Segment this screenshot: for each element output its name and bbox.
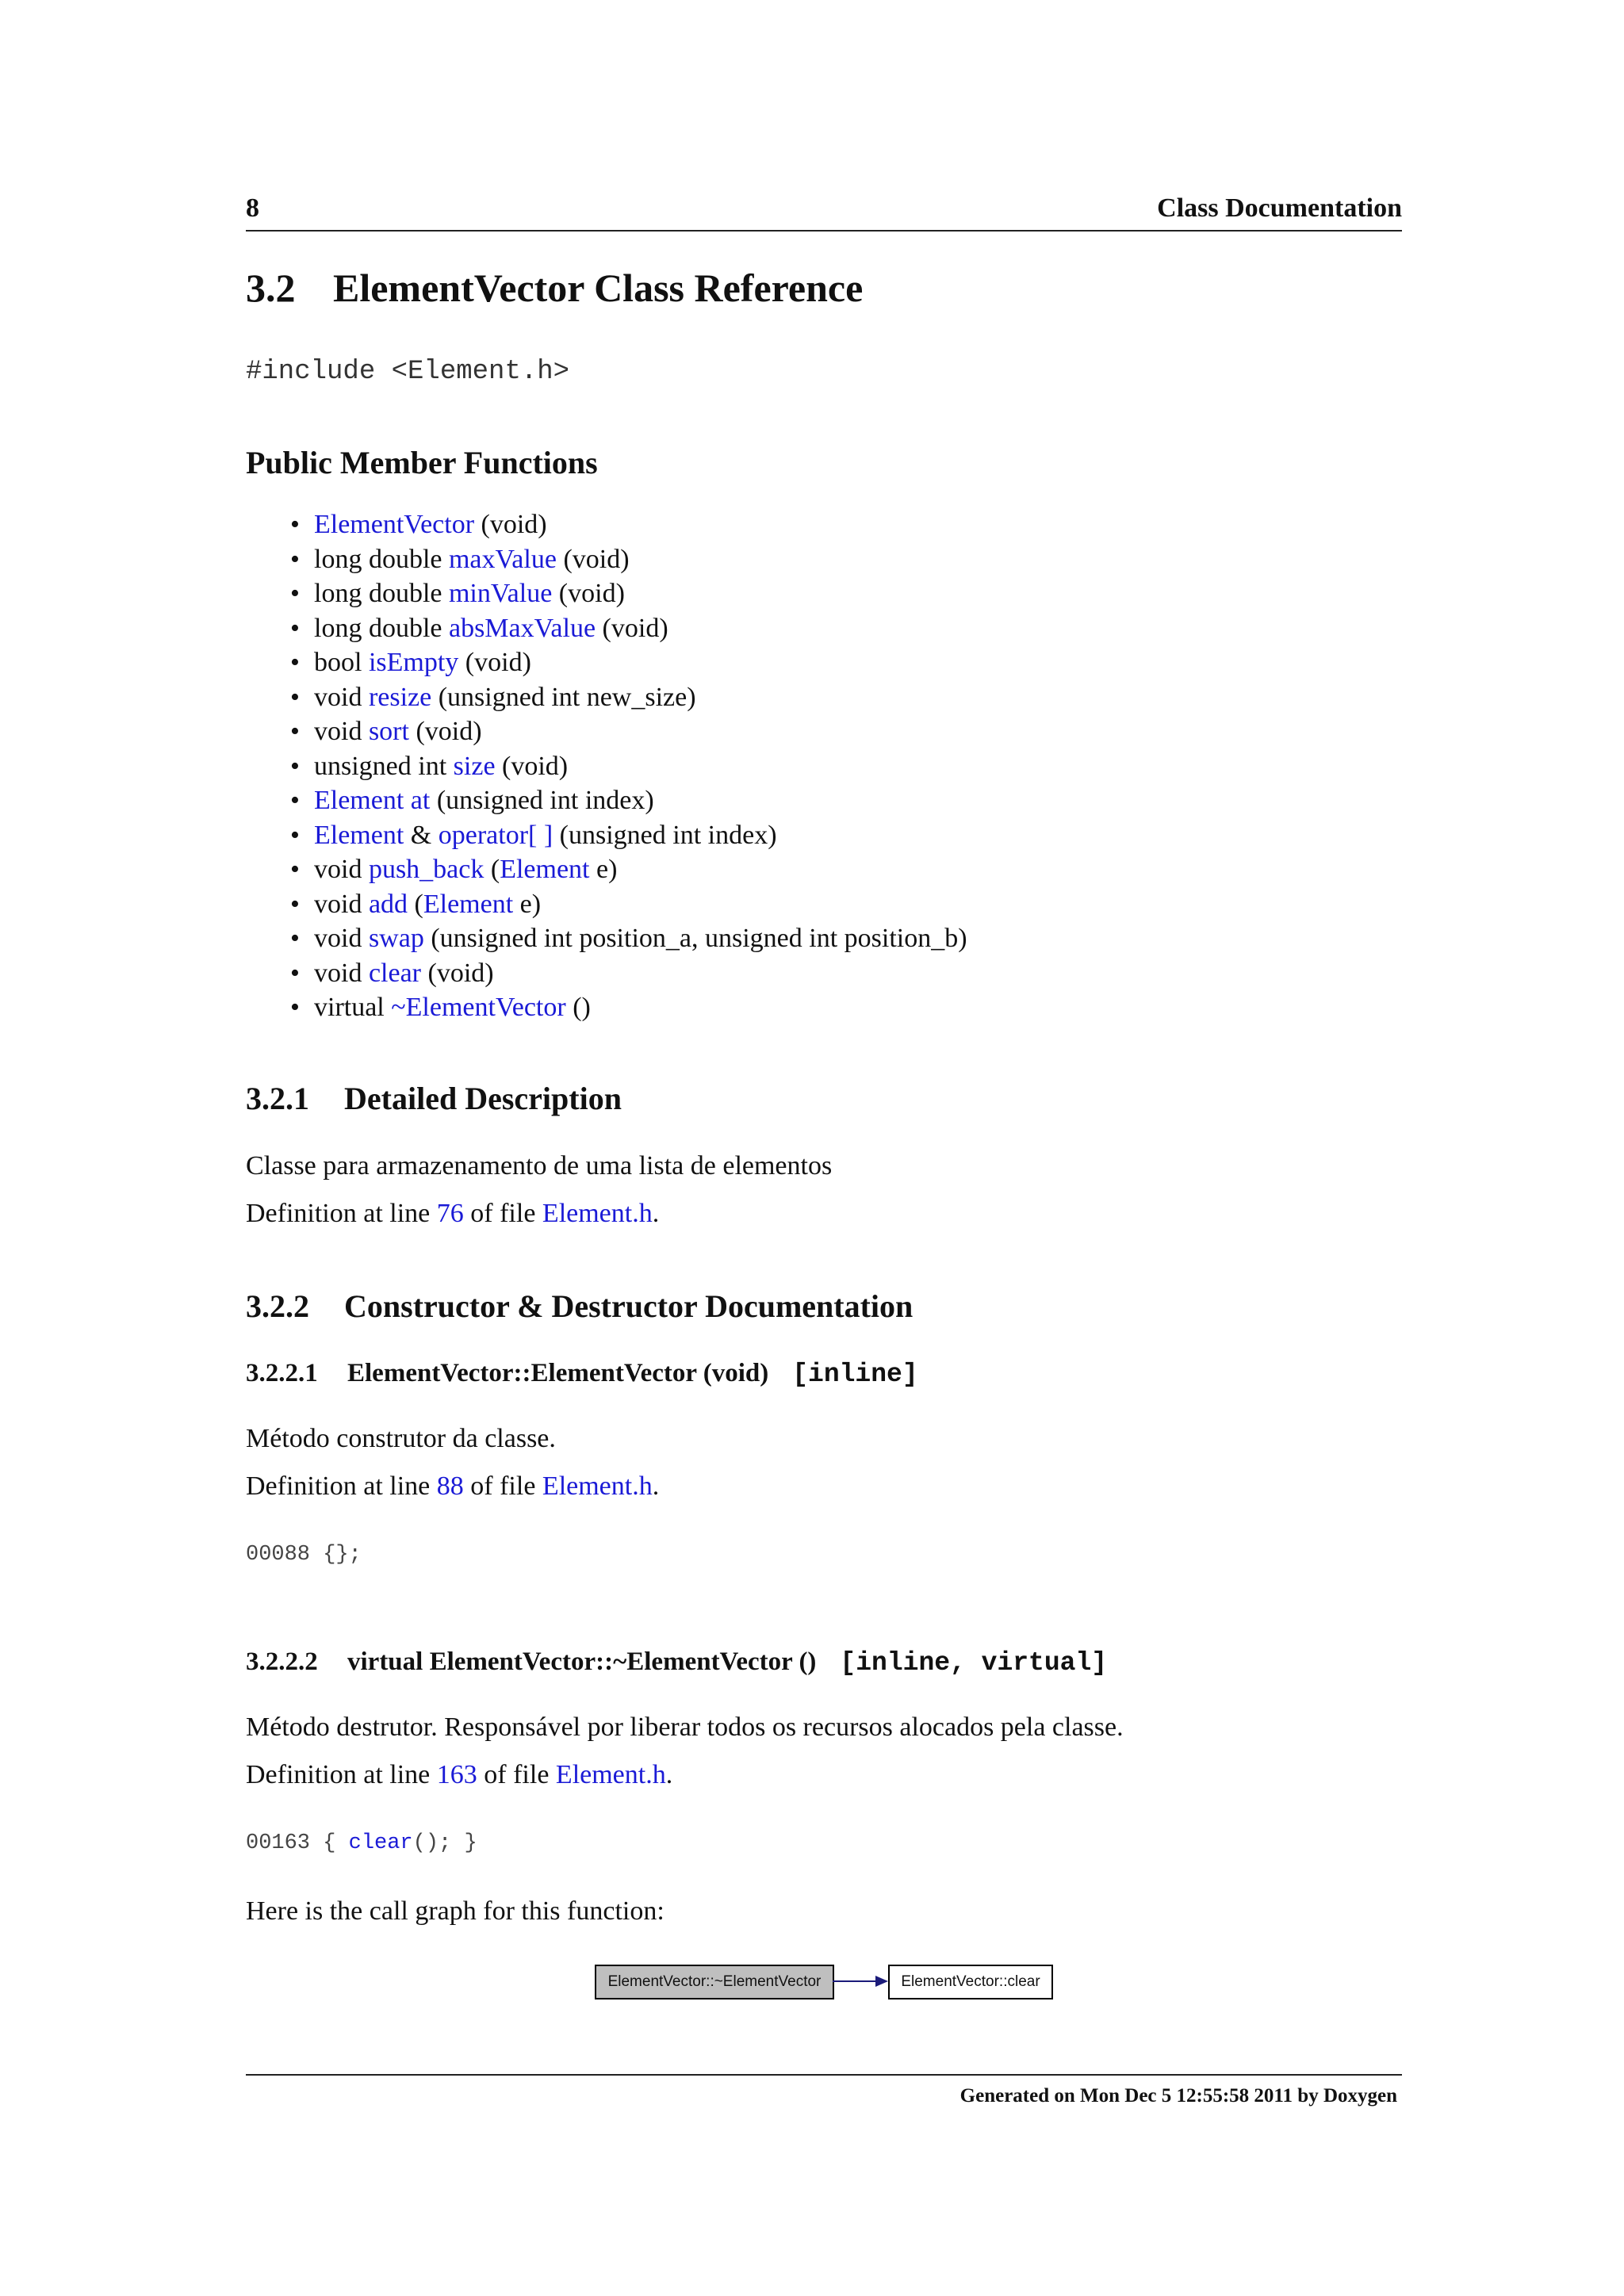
definition-line: Definition at line 88 of file Element.h. bbox=[246, 1471, 660, 1501]
member-item: • void add (Element e) bbox=[246, 887, 967, 922]
member-item: • void swap (unsigned int position_a, unsigned int position_b) bbox=[246, 921, 967, 956]
member-item: • void resize (unsigned int new_size) bbox=[246, 680, 967, 715]
code-snippet: 00088 {}; bbox=[246, 1543, 362, 1567]
file-link[interactable]: Element.h bbox=[555, 1760, 666, 1789]
page-header bbox=[246, 190, 1402, 232]
member-link[interactable]: absMaxValue bbox=[448, 613, 596, 643]
member-item: • virtual ~ElementVector () bbox=[246, 990, 967, 1025]
definition-line: Definition at line 76 of file Element.h. bbox=[246, 1199, 660, 1228]
generated-note: Generated on Mon Dec 5 12:55:58 2011 by Doxygen bbox=[959, 2085, 1397, 2107]
file-link[interactable]: Element.h bbox=[542, 1471, 653, 1501]
code-snippet: 00163 { clear(); } bbox=[246, 1831, 477, 1855]
graph-node-clear[interactable]: ElementVector::clear bbox=[888, 1965, 1053, 1999]
member-item: • Element at (unsigned int index) bbox=[246, 783, 967, 818]
member-link[interactable]: ~ElementVector bbox=[391, 993, 566, 1022]
call-graph bbox=[595, 1965, 1071, 2001]
member-link[interactable]: operator[ ] bbox=[438, 820, 553, 850]
member-link[interactable]: isEmpty bbox=[368, 648, 459, 677]
member-item: • bool isEmpty (void) bbox=[246, 645, 967, 680]
line-link[interactable]: 163 bbox=[436, 1760, 477, 1789]
member-function-list bbox=[246, 507, 967, 1025]
member-link[interactable]: add bbox=[368, 889, 408, 919]
section-title: ElementVector Class Reference bbox=[333, 266, 864, 310]
line-link[interactable]: 88 bbox=[436, 1471, 464, 1501]
document-page bbox=[246, 0, 1402, 2296]
chapter-title: Class Documentation bbox=[1157, 193, 1402, 223]
constructor-description: Método construtor da classe. bbox=[246, 1424, 556, 1453]
line-link[interactable]: 76 bbox=[436, 1199, 464, 1228]
destructor-heading: 3.2.2.2 virtual ElementVector::~ElementVector () [inline, virtual] bbox=[246, 1647, 1108, 1678]
constructor-heading: 3.2.2.1 ElementVector::ElementVector (void) [inline] bbox=[246, 1359, 918, 1389]
page-footer bbox=[246, 2074, 1402, 2107]
public-member-functions-heading: Public Member Functions bbox=[246, 445, 598, 480]
constructor-destructor-heading: 3.2.2 Constructor & Destructor Documentation bbox=[246, 1288, 914, 1324]
page-number: 8 bbox=[246, 193, 259, 223]
section-heading bbox=[246, 265, 863, 311]
destructor-description: Método destrutor. Responsável por liberar todos os recursos alocados pela classe. bbox=[246, 1712, 1124, 1742]
member-link[interactable]: Element bbox=[500, 855, 590, 884]
member-link[interactable]: size bbox=[453, 751, 496, 781]
member-item: • long double minValue (void) bbox=[246, 576, 967, 611]
member-item: • void sort (void) bbox=[246, 714, 967, 749]
member-item: • Element & operator[ ] (unsigned int index) bbox=[246, 818, 967, 853]
member-item: • void clear (void) bbox=[246, 956, 967, 991]
member-link[interactable]: ElementVector bbox=[314, 510, 475, 539]
graph-node-destructor[interactable]: ElementVector::~ElementVector bbox=[595, 1965, 834, 1999]
member-link[interactable]: swap bbox=[368, 924, 424, 953]
code-link-clear[interactable]: clear bbox=[348, 1831, 413, 1855]
definition-line: Definition at line 163 of file Element.h. bbox=[246, 1760, 673, 1789]
member-link[interactable]: maxValue bbox=[448, 544, 557, 574]
section-number: 3.2 bbox=[246, 266, 296, 310]
member-link[interactable]: Element bbox=[423, 889, 514, 919]
member-link[interactable]: Element bbox=[314, 786, 404, 815]
member-link[interactable]: Element bbox=[314, 820, 404, 850]
call-graph-intro: Here is the call graph for this function: bbox=[246, 1896, 665, 1926]
member-item: • unsigned int size (void) bbox=[246, 749, 967, 784]
member-link[interactable]: clear bbox=[368, 958, 421, 988]
member-link[interactable]: at bbox=[410, 786, 431, 815]
member-link[interactable]: resize bbox=[368, 682, 432, 712]
file-link[interactable]: Element.h bbox=[542, 1199, 653, 1228]
include-line: #include <Element.h> bbox=[246, 357, 570, 387]
member-item: • long double absMaxValue (void) bbox=[246, 611, 967, 646]
graph-edge-arrow bbox=[833, 1968, 890, 1995]
member-link[interactable]: sort bbox=[368, 717, 409, 746]
detailed-description-text: Classe para armazenamento de uma lista de elementos bbox=[246, 1151, 833, 1181]
member-item: • void push_back (Element e) bbox=[246, 852, 967, 887]
member-item: • long double maxValue (void) bbox=[246, 542, 967, 577]
member-link[interactable]: push_back bbox=[368, 855, 485, 884]
member-item: • ElementVector (void) bbox=[246, 507, 967, 542]
detailed-description-heading: 3.2.1 Detailed Description bbox=[246, 1081, 622, 1116]
member-link[interactable]: minValue bbox=[448, 579, 553, 608]
